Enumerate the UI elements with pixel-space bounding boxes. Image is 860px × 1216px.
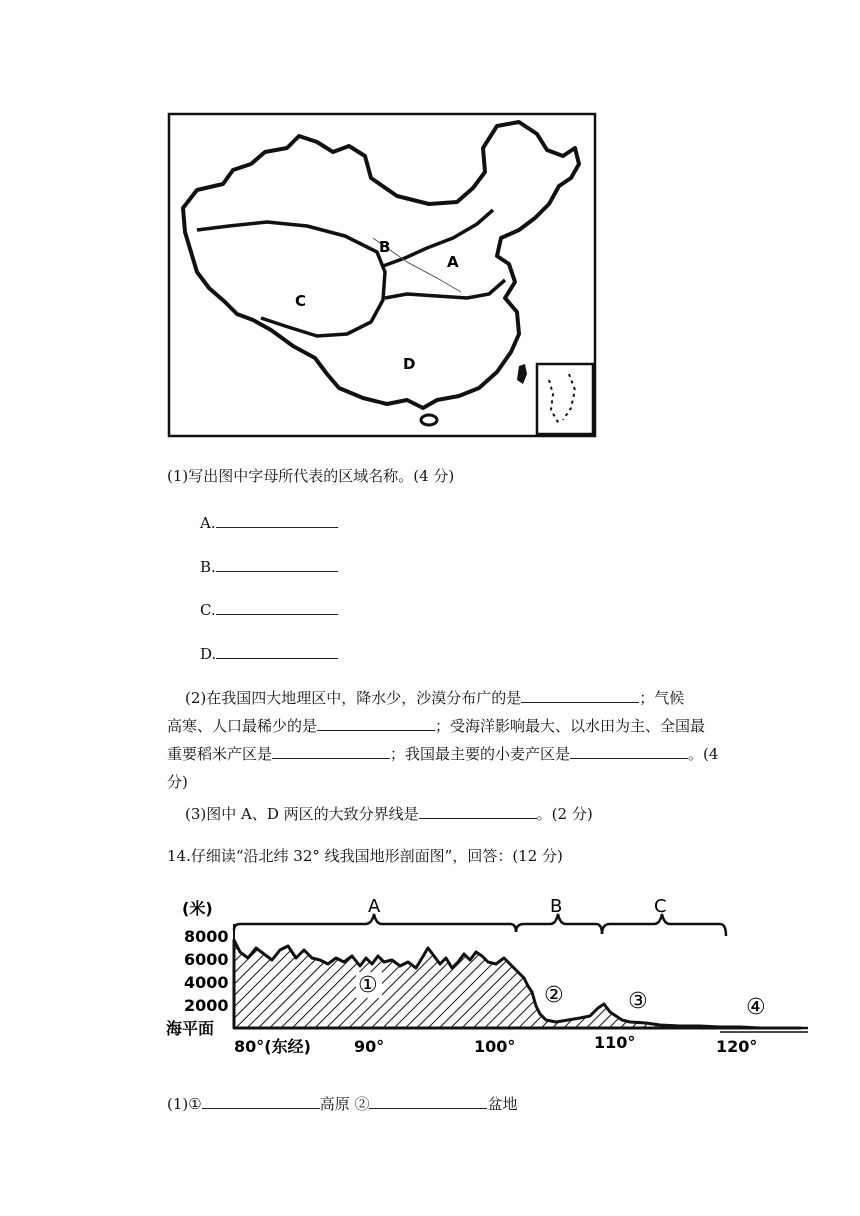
terrain-profile-svg xyxy=(160,888,810,1058)
q13-part3 xyxy=(185,802,593,824)
answer-line-a xyxy=(200,511,338,533)
answer-blank-b[interactable] xyxy=(216,555,338,572)
q13-part2-t2: ；气候 xyxy=(639,689,685,707)
blank-basin-2[interactable] xyxy=(369,1092,487,1109)
q13-part1-stem: (1)写出图中字母所代表的区域名称。(4 分) xyxy=(167,467,455,485)
x-tick-100: 100° xyxy=(474,1037,516,1056)
y-unit-label: (米) xyxy=(182,899,213,918)
q13-part2-t1: (2)在我国四大地理区中，降水少，沙漠分布广的是 xyxy=(185,689,522,707)
answer-label-d: D. xyxy=(200,645,217,663)
answer-label-a: A. xyxy=(200,514,216,532)
q13-part2-t6: ；我国最主要的小麦产区是 xyxy=(390,745,571,763)
q13-part3-t1: (3)图中 A、D 两区的大致分界线是 xyxy=(185,805,419,823)
x-tick-120: 120° xyxy=(716,1037,758,1056)
q13-part2-t5: 重要稻米产区是 xyxy=(167,745,273,763)
section-label-a: A xyxy=(368,896,381,917)
map-label-d: D xyxy=(403,355,416,373)
answer-line-d xyxy=(200,642,338,664)
china-map-svg xyxy=(167,112,597,438)
marker-4: ④ xyxy=(746,995,766,1020)
x-tick-110: 110° xyxy=(594,1033,636,1052)
answer-blank-a[interactable] xyxy=(216,511,338,528)
south-sea-inset xyxy=(537,364,593,434)
china-map-figure xyxy=(167,112,597,438)
marker-3: ③ xyxy=(628,989,648,1014)
y-tick-6000: 6000 xyxy=(184,950,229,969)
marker-1: ① xyxy=(358,973,378,998)
answer-label-c: C. xyxy=(200,601,216,619)
map-label-a: A xyxy=(447,253,459,271)
q13-part2 xyxy=(167,684,737,796)
blank-plateau-1[interactable] xyxy=(202,1092,320,1109)
q13-part3-t2: 。(2 分) xyxy=(536,805,593,823)
section-label-c: C xyxy=(654,896,667,917)
y-tick-8000: 8000 xyxy=(184,927,229,946)
q14-part1-t1: (1)① xyxy=(167,1095,202,1113)
q13-part2-t3: 高寒、人口最稀少的是 xyxy=(167,717,318,735)
sea-level-label: 海平面 xyxy=(166,1019,215,1038)
answer-line-b xyxy=(200,555,338,577)
q13-part2-t8: 分) xyxy=(167,773,188,791)
q13-part2-t7: 。(4 xyxy=(688,745,719,763)
marker-2: ② xyxy=(544,983,564,1008)
q14-part1-t3: 盆地 xyxy=(487,1095,518,1113)
x-tick-80: 80°(东经) xyxy=(234,1037,311,1056)
blank-desert-region[interactable] xyxy=(521,686,639,703)
y-tick-4000: 4000 xyxy=(184,973,229,992)
q14-part1 xyxy=(167,1092,518,1114)
brace-c xyxy=(602,914,726,936)
answer-blank-d[interactable] xyxy=(216,642,338,659)
x-tick-90: 90° xyxy=(354,1037,385,1056)
blank-rice-region[interactable] xyxy=(272,742,390,759)
map-frame xyxy=(169,114,595,436)
answer-label-b: B. xyxy=(200,558,216,576)
q14-part1-t2: 高原 ② xyxy=(319,1095,370,1113)
blank-cold-region[interactable] xyxy=(317,714,435,731)
y-tick-2000: 2000 xyxy=(184,996,229,1015)
section-label-b: B xyxy=(550,896,563,917)
blank-ad-boundary[interactable] xyxy=(419,802,537,819)
map-label-b: B xyxy=(379,238,391,256)
answer-line-c xyxy=(200,598,338,620)
q14-stem: 14.仔细读“沿北纬 32° 线我国地形剖面图”，回答：(12 分) xyxy=(167,847,563,865)
q13-part2-t4: ；受海洋影响最大、以水田为主、全国最 xyxy=(435,717,706,735)
terrain-profile-figure xyxy=(160,888,810,1058)
answer-blank-c[interactable] xyxy=(216,598,338,615)
brace-b xyxy=(516,914,602,934)
map-label-c: C xyxy=(295,292,307,310)
terrain-profile-fill xyxy=(234,940,800,1028)
blank-wheat-region[interactable] xyxy=(570,742,688,759)
